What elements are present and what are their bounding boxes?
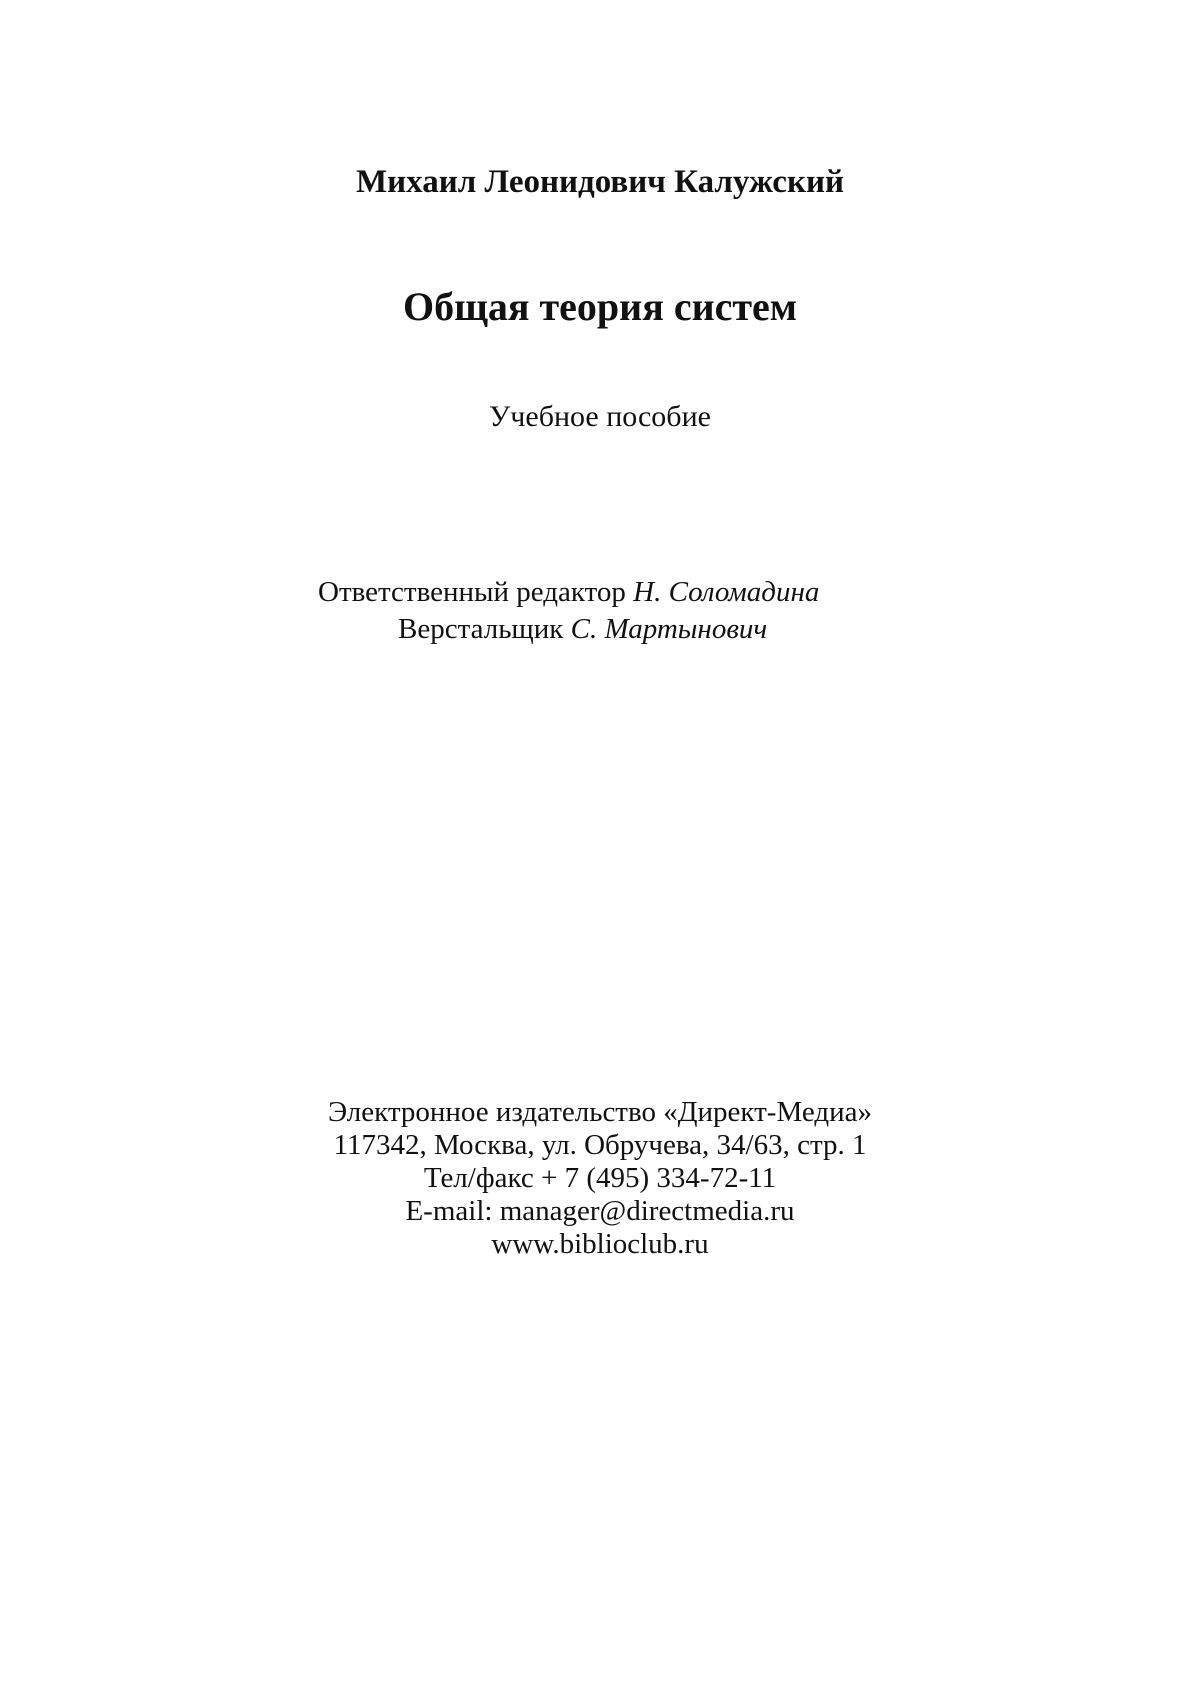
publisher-website: www.biblioclub.ru: [491, 1228, 709, 1260]
book-subtitle: Учебное пособие: [489, 400, 711, 433]
book-title: Общая теория систем: [402, 284, 798, 329]
publisher-email: E-mail: manager@directmedia.ru: [405, 1195, 795, 1227]
editor-role: Ответственный редактор: [318, 576, 634, 608]
layout-role: Верстальщик: [398, 613, 571, 645]
layout-name: С. Мартынович: [570, 613, 768, 645]
credit-editor-line: [318, 578, 819, 607]
publisher-name: Электронное издательство «Директ-Медиа»: [328, 1096, 872, 1128]
editor-name: Н. Соломадина: [633, 576, 820, 608]
credit-layout-line: [398, 615, 767, 644]
author-name: Михаил Леонидович Калужский: [356, 164, 844, 200]
publisher-phone: Тел/факс + 7 (495) 334-72-11: [423, 1162, 777, 1194]
publisher-address: 117342, Москва, ул. Обручева, 34/63, стр. 1: [333, 1129, 867, 1161]
